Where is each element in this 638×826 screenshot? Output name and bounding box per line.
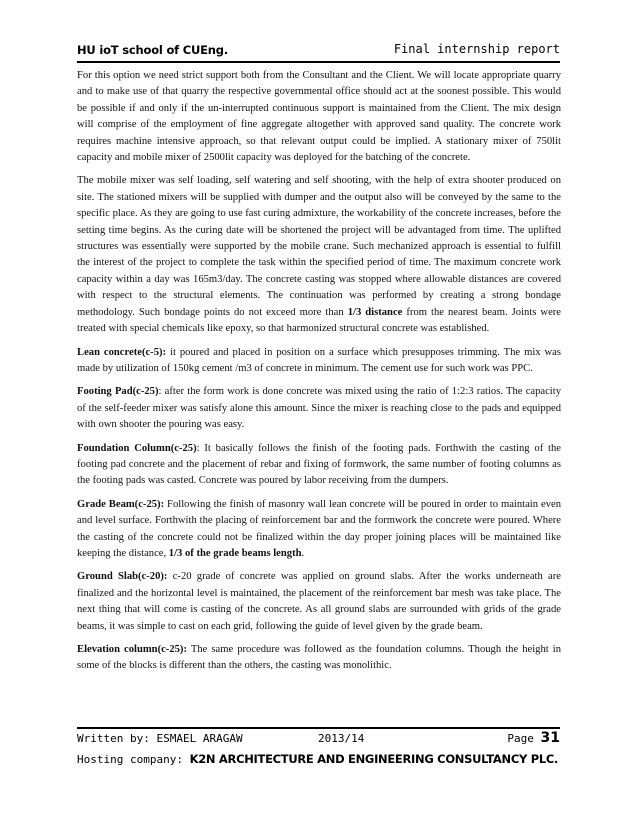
heading-ground-slab: Ground Slab(c-20): bbox=[77, 571, 168, 583]
bold-grade-beam-length: 1/3 of the grade beams length bbox=[168, 547, 302, 559]
footer-page-number: 31 bbox=[540, 730, 560, 746]
paragraph-elevation-column: Elevation column(c-25): The same procedure was followed as the foundation columns. Though the height in some of the blocks is different than the others, the casting was monolithic. bbox=[77, 644, 561, 672]
bold-distance: 1/3 distance bbox=[347, 306, 403, 318]
footer-page-label: Page bbox=[507, 732, 534, 745]
header-divider bbox=[77, 61, 560, 63]
header-report-title: Final internship report bbox=[393, 42, 560, 56]
heading-grade-beam: Grade Beam(c-25): bbox=[77, 498, 165, 510]
footer-divider bbox=[77, 727, 560, 729]
paragraph-foundation-column: Foundation Column(c-25): It basically follows the finish of the footing pads. Forthwith the casting of the footing pad concrete and the placement of rebar and fixing of formwork, the same number of footing columns as the footing pads was casted. Concrete was poured by labor receiving from the dumpers. bbox=[77, 442, 561, 487]
page-header bbox=[77, 40, 560, 60]
paragraph-grade-beam: Grade Beam(c-25): Following the finish of masonry wall lean concrete will be poured in order to maintain even and level surface. Forthwith the placing of reinforcement bar and the formwork the concrete were poured. Where the casting of the concrete could not be finalized within the day proper joining places will be maintained like keeping the distance, 1/3 of the grade beams length. bbox=[77, 498, 561, 559]
paragraph-mobile-mixer: The mobile mixer was self loading, self watering and self shooting, with the help of extra shooter produced on site. The stationed mixers will be supplied with dumper and the output also will be conveyed by the same to the specific place. As they are going to use fast curing admixture, the workability of the concrete increases, before the setting time begins. As the curing date will be shortened the project will be advantaged from time. The uplifted structures was essentially were supported by the mobile crane. Such mechanized approach is essential to fulfill the interest of the project to complete the task within the specified period of time. The maximum concrete work capacity within a day was 165m3/day. The concrete casting was stopped where allowable distances are covered with respect to the structural elements. The continuation was performed by creating a strong bondage methodology. Such bondage points do not exceed more than 1/3 distance from the nearest beam. Joints were treated with special chemicals like epoxy, so that harmonized structural concrete was established. bbox=[77, 175, 561, 335]
header-school-name: HU ioT school of CUEng. bbox=[77, 43, 228, 57]
paragraph-ground-slab: Ground Slab(c-20): c-20 grade of concrete was applied on ground slabs. After the works underneath are finalized and the horizontal level is maintained, the placement of the reinforcement bar mesh was take place. The next thing that will come is casting of the concrete. As all ground slabs are surrounded with grids of the grade beams, it was simple to cast on each grid, following the guide of level given by the grade beam. bbox=[77, 571, 561, 632]
page-footer bbox=[77, 732, 560, 772]
document-body bbox=[77, 68, 561, 682]
footer-page bbox=[507, 730, 560, 746]
footer-year: 2013/14 bbox=[318, 732, 365, 745]
footer-author: Written by: ESMAEL ARAGAW bbox=[77, 732, 243, 745]
heading-lean-concrete: Lean concrete(c-5): bbox=[77, 346, 167, 358]
heading-foundation-column: Foundation Column(c-25) bbox=[77, 442, 197, 454]
heading-footing-pad: Footing Pad(c-25) bbox=[77, 386, 159, 398]
footer-hosting-company: K2N ARCHITECTURE AND ENGINEERING CONSULTANCY PLC. bbox=[189, 752, 559, 766]
paragraph-quarry-support: For this option we need strict support both from the Consultant and the Client. We will locate appropriate quarry and to make use of that quarry the respective governmental office should act at the soonest possible. This would be possible if and only if the un-interrupted continuous support is maintained from the Client. The mix design will comprise of the employment of fine aggregate altogether with approved sand quality. The concrete work requires machine intensive approach, so that relevant output could be implied. A stationary mixer of 750lit capacity and mobile mixer of 2500lit capacity was deployed for the batching of the concrete. bbox=[77, 70, 561, 164]
footer-hosting-label: Hosting company: bbox=[77, 753, 183, 766]
heading-elevation-column: Elevation column(c-25): bbox=[77, 644, 187, 655]
paragraph-footing-pad: Footing Pad(c-25): after the form work is done concrete was mixed using the ratio of 1:2:3 ratios. The capacity of the self-feeder mixer was satisfy alone this amount. Since the mixer is reaching close to the pads and equipped with own shooter the pouring was easy. bbox=[77, 386, 561, 431]
paragraph-lean-concrete: Lean concrete(c-5): it poured and placed in position on a surface which presupposes trimming. The mix was made by utilization of 150kg cement /m3 of concrete in minimum. The cement use for such work was PPC. bbox=[77, 346, 561, 374]
